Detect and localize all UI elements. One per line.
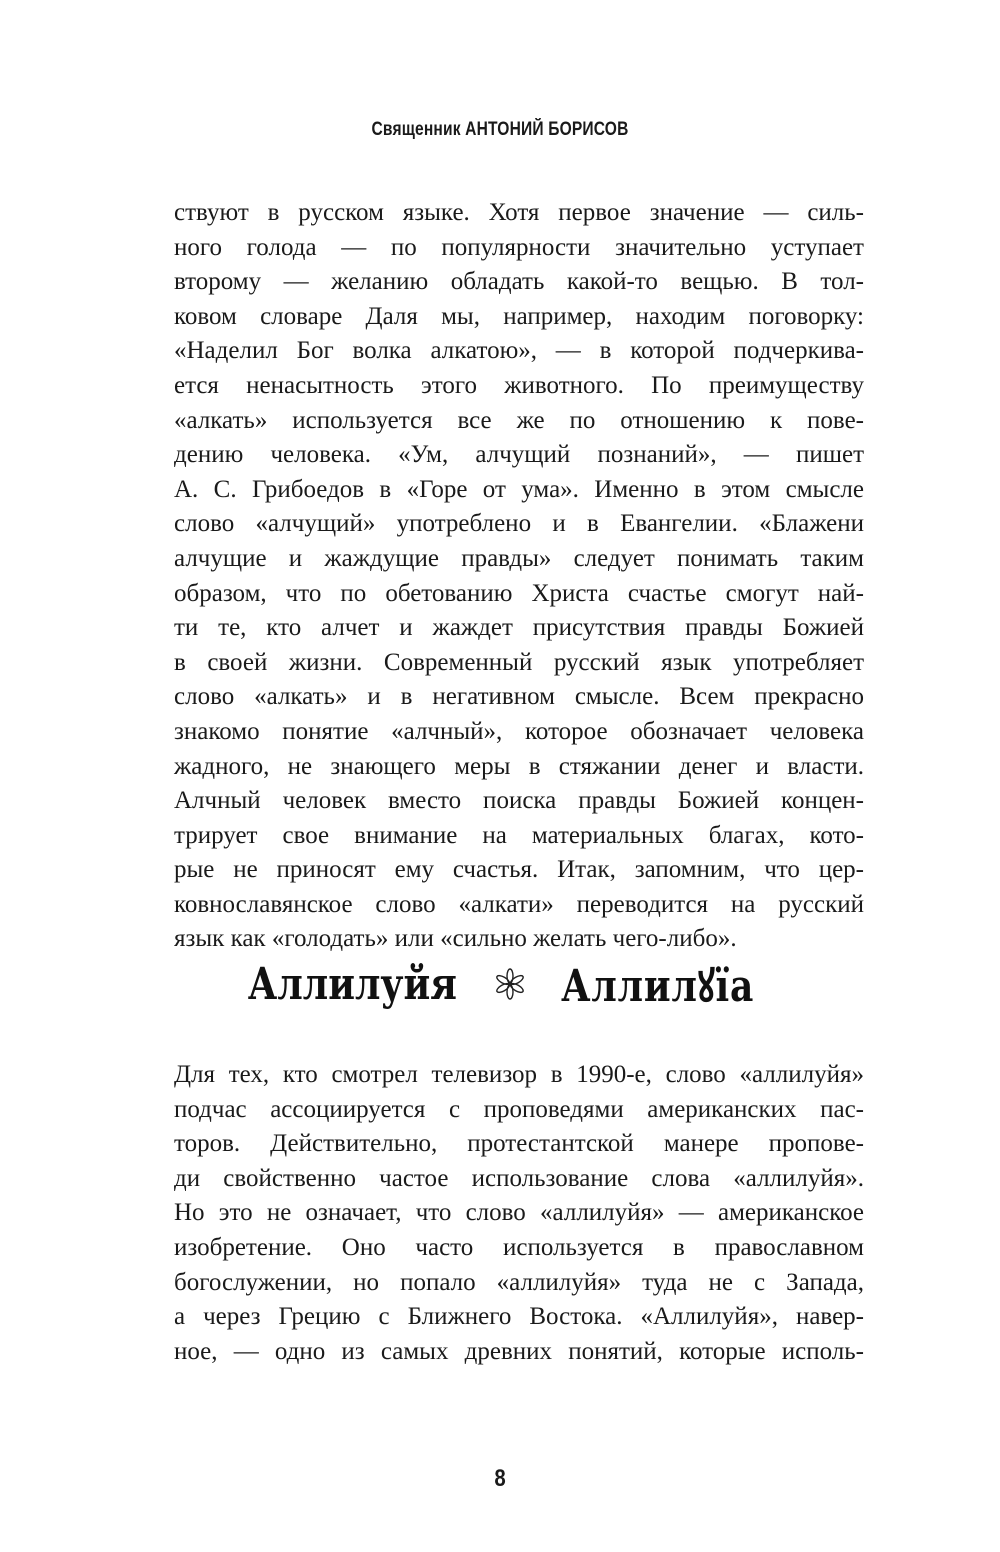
text-line: А. С. Грибоедов в «Горе от ума». Именно в этом смысле xyxy=(174,475,864,503)
text-line: ти те, кто алчет и жаждет присутствия правды Божией xyxy=(174,614,864,642)
text-line: «алкать» используется все же по отношению к пове- xyxy=(174,406,864,434)
text-line: в своей жизни. Современный русский язык употребляет xyxy=(174,648,864,676)
text-line: торов. Действительно, протестантской манере пропове- xyxy=(174,1130,864,1158)
paragraph-2 xyxy=(174,1058,864,1369)
text-line: ковнославянское слово «алкати» переводится на русский xyxy=(174,890,864,918)
text-line: ного голода — по популярности значительно уступает xyxy=(174,233,864,261)
text-line: образом, что по обетованию Христа счастье смогут най- xyxy=(174,579,864,607)
text-line: ется ненасытность этого животного. По преимуществу xyxy=(174,371,864,399)
text-line: слово «алкать» и в негативном смысле. Всем прекрасно xyxy=(174,683,864,711)
page-number: 8 xyxy=(494,1465,506,1492)
text-line: Алчный человек вместо поиска правды Божией концен- xyxy=(174,787,864,815)
text-line: трирует свое внимание на материальных благах, кото- xyxy=(174,821,864,849)
text-line: а через Грецию с Ближнего Востока. «Аллилуйя», навер- xyxy=(174,1303,864,1331)
heading-church-slavonic: Аллилꙋїа xyxy=(560,961,754,1012)
text-line: жадного, не знающего меры в стяжании денег и власти. xyxy=(174,752,864,780)
text-line: «Наделил Бог волка алкатою», — в которой подчеркива- xyxy=(174,337,864,365)
text-line: слово «алчущий» употреблено и в Евангелии. «Блажени xyxy=(174,510,864,538)
text-line: рые не приносят ему счастья. Итак, запомним, что цер- xyxy=(174,856,864,884)
text-line: ди свойственно частое использование слова «аллилуйя». xyxy=(174,1164,864,1192)
section-heading xyxy=(0,954,1000,1014)
text-line: второму — желанию обладать какой-то вещью. В тол- xyxy=(174,268,864,296)
text-line: алчущие и жаждущие правды» следует понимать таким xyxy=(174,544,864,572)
text-line: язык как «голодать» или «сильно желать чего-либо». xyxy=(174,925,737,953)
text-line: ковом словаре Даля мы, например, находим поговорку: xyxy=(174,302,864,330)
text-line: дению человека. «Ум, алчущий познаний», — пишет xyxy=(174,441,864,469)
text-line: изобретение. Оно часто используется в православном xyxy=(174,1233,864,1261)
text-line: знакомо понятие «алчный», которое обозначает человека xyxy=(174,717,864,745)
text-line: Для тех, кто смотрел телевизор в 1990-е, слово «аллилуйя» xyxy=(174,1061,864,1088)
heading-russian: Аллилуйя xyxy=(247,958,457,1010)
text-line: богослужении, но попало «аллилуйя» туда не с Запада, xyxy=(174,1268,864,1296)
text-line: ное, — одно из самых древних понятий, которые исполь- xyxy=(174,1337,864,1365)
text-line: подчас ассоциируется с проповедями американских пас- xyxy=(174,1095,864,1123)
text-line: Но это не означает, что слово «аллилуйя» — американское xyxy=(174,1199,864,1227)
paragraph-1 xyxy=(174,196,864,957)
running-head: Священник АНТОНИЙ БОРИСОВ xyxy=(371,119,629,140)
flower-ornament-icon xyxy=(494,968,526,1000)
text-line: ствуют в русском языке. Хотя первое значение — силь- xyxy=(174,199,864,226)
